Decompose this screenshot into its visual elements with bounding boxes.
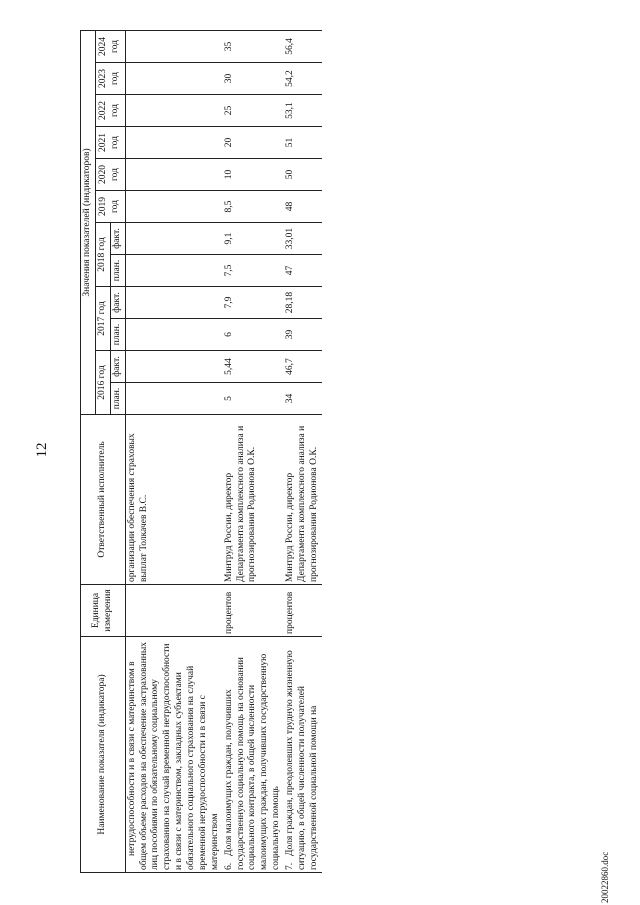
value-2017-fact: [125, 287, 223, 319]
value-2018-plan: 7,5: [223, 255, 284, 287]
page-number: 12: [34, 442, 50, 458]
value-2018-fact: 9,1: [223, 223, 284, 255]
row-number: 6.: [223, 862, 234, 870]
table-row: [284, 30, 322, 872]
table-row: [125, 30, 223, 872]
value-2019: [125, 191, 223, 223]
unit-cell: процентов: [284, 585, 322, 637]
value-2023: 54,2: [284, 63, 322, 95]
header-responsible: Ответственный исполнитель: [81, 415, 126, 585]
value-2024: [125, 30, 223, 62]
header-2021: 2021 год: [95, 127, 125, 159]
indicator-name-cell: [223, 637, 284, 873]
value-2021: 51: [284, 127, 322, 159]
table-row: [223, 30, 284, 872]
header-2020: 2020 год: [95, 159, 125, 191]
value-2017-fact: 28,18: [284, 287, 322, 319]
header-2018: 2018 год: [95, 223, 110, 287]
header-2024: 2024 год: [95, 30, 125, 62]
value-2022: [125, 95, 223, 127]
value-2024: 56,4: [284, 30, 322, 62]
header-values-group: Значения показателей (индикаторов): [81, 30, 96, 414]
value-2017-plan: [125, 319, 223, 351]
value-2018-plan: 47: [284, 255, 322, 287]
header-2022: 2022 год: [95, 95, 125, 127]
header-2016: 2016 год: [95, 351, 110, 415]
value-2017-plan: 39: [284, 319, 322, 351]
indicator-name: Доля граждан, преодолевших трудную жизненную ситуацию, в общей численности получателей государственной социальной помощи на: [285, 650, 319, 870]
indicator-name: нетрудоспособности и в связи с материнством в общем объеме расходов на обеспечение застрахованных лиц пособиями по обязательному социальному страхованию на случай временной нетрудоспособности и в связи с материнством, закладных субъектами обязательного социального страхования на случай временной нетрудоспособности и в связи с материнством: [126, 641, 220, 870]
value-2016-fact: 46,7: [284, 351, 322, 383]
value-2020: [125, 159, 223, 191]
value-2016-fact: 5,44: [223, 351, 284, 383]
row-number: 7.: [285, 862, 295, 870]
header-2019: 2019 год: [95, 191, 125, 223]
indicator-name-cell: [125, 637, 223, 873]
file-label: 20022860.doc: [600, 851, 610, 903]
responsible-cell: Минтруд России, директор Департамента комплексного анализа и прогнозирования Родионова О.К.: [284, 415, 322, 585]
header-name: Наименование показателя (индикатора): [81, 637, 126, 873]
header-2018-fact: факт.: [110, 223, 125, 255]
value-2017-fact: 7,9: [223, 287, 284, 319]
value-2019: 48: [284, 191, 322, 223]
header-2016-plan: план.: [110, 383, 125, 415]
unit-cell: процентов: [223, 585, 284, 637]
value-2021: [125, 127, 223, 159]
value-2020: 10: [223, 159, 284, 191]
indicator-name-cell: [284, 637, 322, 873]
value-2016-fact: [125, 351, 223, 383]
value-2018-fact: 33,01: [284, 223, 322, 255]
value-2022: 53,1: [284, 95, 322, 127]
header-2018-plan: план.: [110, 255, 125, 287]
value-2020: 50: [284, 159, 322, 191]
unit-cell: [125, 585, 223, 637]
value-2016-plan: [125, 383, 223, 415]
value-2018-plan: [125, 255, 223, 287]
responsible-cell: организации обеспечения страховых выплат Толкачев В.С.: [125, 415, 223, 585]
indicator-name: Доля малоимущих граждан, получивших государственную социальную помощь на основании социального контракта, в общей численности малоимущих граждан, получивших государственную социальную помощь: [223, 653, 282, 870]
header-2017: 2017 год: [95, 287, 110, 351]
value-2019: 8,5: [223, 191, 284, 223]
value-2023: [125, 63, 223, 95]
value-2017-plan: 6: [223, 319, 284, 351]
value-2016-plan: 5: [223, 383, 284, 415]
responsible-cell: Минтруд России, директор Департамента комплексного анализа и прогнозирования Родионова О.К.: [223, 415, 284, 585]
value-2021: 20: [223, 127, 284, 159]
value-2018-fact: [125, 223, 223, 255]
header-unit: Единица измерения: [81, 585, 126, 637]
indicator-table: [80, 30, 322, 873]
value-2022: 25: [223, 95, 284, 127]
header-2016-fact: факт.: [110, 351, 125, 383]
value-2016-plan: 34: [284, 383, 322, 415]
value-2023: 30: [223, 63, 284, 95]
header-2023: 2023 год: [95, 63, 125, 95]
header-2017-fact: факт.: [110, 287, 125, 319]
header-2017-plan: план.: [110, 319, 125, 351]
value-2024: 35: [223, 30, 284, 62]
